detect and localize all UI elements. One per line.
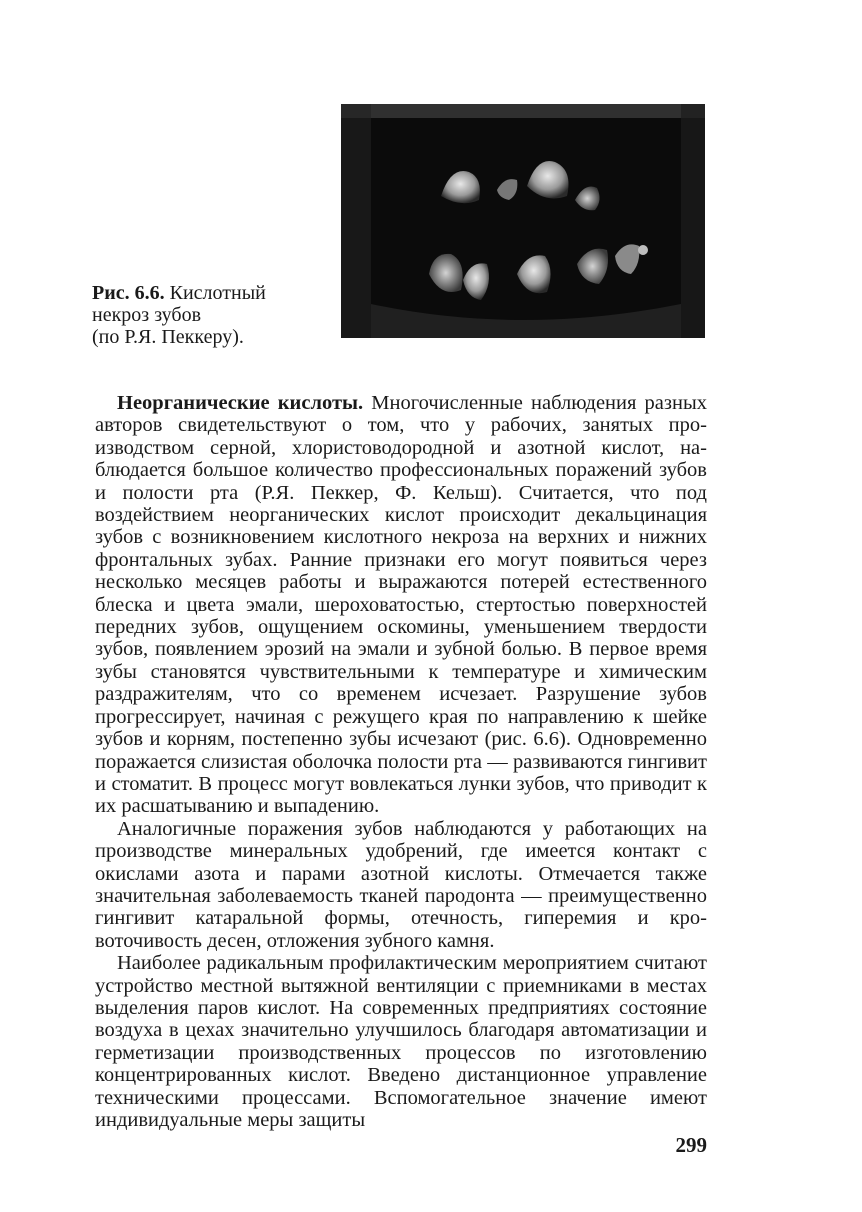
figure-label: Рис. 6.6. [92,282,165,304]
figure-caption [92,282,322,348]
run-in-heading: Неорганические кислоты. [117,392,364,414]
body-text [95,392,707,1131]
teeth-photo-drawing [341,104,705,338]
figure-block [0,0,862,360]
paragraph-3: Наиболее радикальным профилактическим мероприятием считают устройство местной вытяжной вентиляции с приемниками в местах выделения паров кислот. На современных предприятиях состояние воздуха в цехах значительно улучшилось благодаря автоматизации и герметизации производственных процессов по изготовлению концентрированных кислот. Введено дистанционное управление техническими процессами. Вспомогательное значение имеют индивидуальные меры защиты [95,952,707,1131]
caption-line-1: Кислотный [169,282,266,304]
paragraph-1 [95,392,707,818]
teeth-photo [341,104,705,338]
caption-line-2: некроз зубов [92,304,202,326]
page-number: 299 [675,1133,707,1157]
paragraph-1-text: Многочисленные наблюдения разных авторов свидетельствуют о том, что у рабочих, занятых производством серной, хлористоводородной и азотной кислот, наблюдается большое количество профессиональных поражений зубов и полости рта (Р.Я. Пеккер, Ф. Кельш). Считается, что под воздействием неорганических кислот происходит декальцинация зубов с возникновением кислотного некроза на верхних и нижних фронтальных зубах. Ранние признаки его могут появиться через несколько месяцев работы и выражаются потерей естественного блеска и цвета эмали, шероховатостью, стертостью поверхностей передних зубов, ощущением оскомины, уменьшением твердости зубов, появлением эрозий на эмали и зубной болью. В первое время зубы становятся чувствительными к температуре и химическим раздражителям, что со временем исчезает. Разрушение зубов прогрессирует, начиная с режущего края по направлению к шейке зубов и корням, постепенно зубы исчезают (рис. 6.6). Одновременно поражается слизистая оболочка полости рта — развиваются гингивит и стоматит. В процесс могут вовлекаться лунки зубов, что приводит к их расшатыванию и выпадению. [95,392,707,818]
paragraph-2: Аналогичные поражения зубов наблюдаются у работающих на производстве минеральных удобрений, где имеется контакт с окислами азота и парами азотной кислоты. Отмечается также значительная заболеваемость тканей пародонта — преимущественно гингивит катаральной формы, отечность, гиперемия и кровоточивость десен, отложения зубного камня. [95,817,707,952]
caption-line-3: (по Р.Я. Пеккеру). [92,326,244,348]
